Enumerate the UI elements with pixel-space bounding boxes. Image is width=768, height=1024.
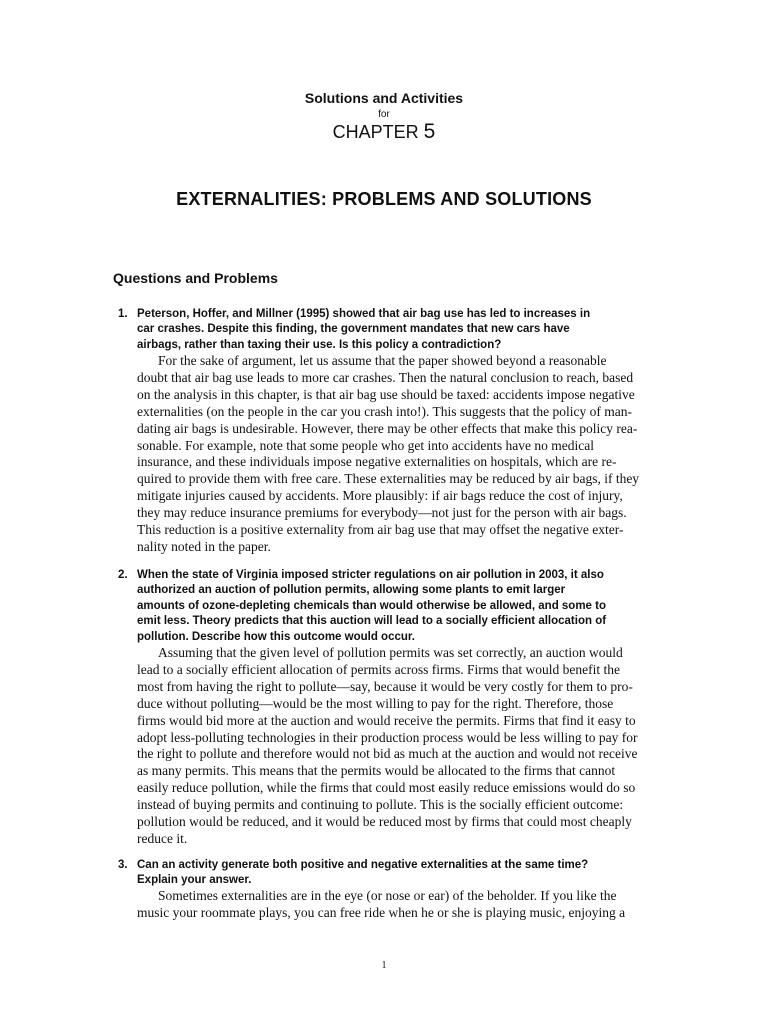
question-line: Explain your answer. (137, 874, 252, 887)
answer-line: sonable. For example, note that some people who get into accidents have no medical (137, 437, 594, 453)
chapter-word: CHAPTER (332, 122, 419, 142)
answer-line: pollution would be reduced, and it would be reduced most by firms that could most cheaply (137, 814, 632, 830)
question-line: emit less. Theory predicts that this auction will lead to a socially efficient allocation of (137, 615, 607, 628)
answer-line: quired to provide them with free care. These externalities may be reduced by air bags, if they (137, 471, 640, 487)
question-3 (118, 858, 658, 889)
question-line: authorized an auction of pollution permits, allowing some plants to emit larger (137, 584, 566, 597)
answer-line: Assuming that the given level of pollution permits was set correctly, an auction would (158, 645, 623, 660)
answer-line: doubt that air bag use leads to more car crashes. Then the natural conclusion to reach, based (137, 369, 634, 385)
question-1 (118, 307, 658, 353)
answer-line: mitigate injuries caused by accidents. More plausibly: if air bags reduce the cost of injury, (137, 488, 623, 504)
answer-line: most from having the right to pollute—say, because it would be very costly for them to pro- (137, 678, 633, 694)
chapter-heading (0, 120, 768, 144)
answer-2 (137, 645, 655, 848)
answer-line: insurance, and these individuals impose negative externalities on hospitals, which are re- (137, 454, 617, 470)
answer-line: adopt less-polluting technologies in their production process would be less willing to pay for (137, 729, 638, 745)
question-number: 3. (118, 859, 128, 871)
answer-line: as many permits. This means that the permits would be allocated to the firms that cannot (137, 763, 616, 779)
question-line: airbags, rather than taxing their use. Is this policy a contradiction? (137, 338, 502, 351)
page-number: 1 (381, 960, 387, 971)
answer-line: duce without polluting—would be the most willing to pay for the right. Therefore, those (137, 695, 614, 711)
answer-line: This reduction is a positive externality from air bag use that may offset the negative exter- (137, 522, 624, 538)
question-line: amounts of ozone-depleting chemicals than would otherwise be allowed, and some to (137, 599, 607, 612)
answer-line: easily reduce pollution, while the firms that could most easily reduce emissions would do so (137, 780, 636, 796)
question-line: car crashes. Despite this finding, the government mandates that new cars have (137, 323, 570, 336)
answer-line: on the analysis in this chapter, is that air bag use should be taxed: accidents impose negative (137, 386, 635, 402)
answer-line: reduce it. (137, 830, 188, 846)
chapter-title: EXTERNALITIES: PROBLEMS AND SOLUTIONS (176, 189, 592, 209)
answer-line: music your roommate plays, you can free ride when he or she is playing music, enjoying a (137, 904, 626, 920)
answer-line: they may reduce insurance premiums for everybody—not just for the person with air bags. (137, 505, 627, 521)
chapter-number: 5 (423, 120, 436, 143)
answer-line: firms would bid more at the auction and would receive the permits. Firms that find it easy to (137, 712, 636, 728)
answer-line: dating air bags is undesirable. However, there may be other effects that make this policy rea- (137, 420, 638, 436)
question-2 (118, 568, 658, 645)
question-line: Peterson, Hoffer, and Millner (1995) showed that air bag use has led to increases in (137, 308, 591, 320)
question-line: Can an activity generate both positive and negative externalities at the same time? (137, 859, 589, 871)
answer-1 (137, 353, 655, 556)
section-title: Questions and Problems (113, 270, 278, 286)
question-line: pollution. Describe how this outcome would occur. (137, 630, 415, 643)
answer-line: instead of buying permits and continuing to pollute. This is the socially efficient outcome: (137, 797, 624, 813)
answer-line: externalities (on the people in the car you crash into!). This suggests that the policy of man- (137, 403, 632, 419)
answer-line: For the sake of argument, let us assume that the paper showed beyond a reasonable (158, 353, 607, 368)
header-top: Solutions and Activities (304, 90, 464, 106)
answer-line: Sometimes externalities are in the eye (or nose or ear) of the beholder. If you like the (158, 888, 617, 903)
answer-3 (137, 888, 655, 922)
answer-line: nality noted in the paper. (137, 538, 271, 554)
answer-line: the right to pollute and therefore would not bid as much at the auction and would not receive (137, 746, 638, 762)
answer-line: lead to a socially efficient allocation of permits across firms. Firms that would benefit the (137, 661, 620, 677)
question-number: 1. (118, 308, 128, 320)
header-for: for (378, 109, 390, 120)
question-number: 2. (118, 569, 128, 581)
question-line: When the state of Virginia imposed stricter regulations on air pollution in 2003, it also (137, 569, 604, 581)
